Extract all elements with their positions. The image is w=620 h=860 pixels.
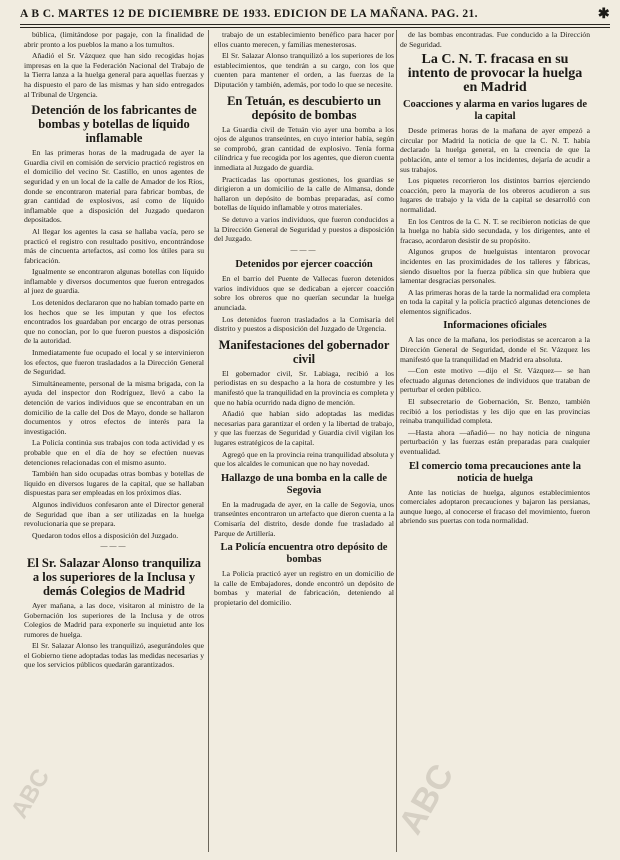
separator-ornament: ——— bbox=[290, 245, 318, 254]
column-divider bbox=[208, 30, 209, 852]
header-rule-double bbox=[20, 27, 610, 28]
headline-commerce-precautions: El comercio toma precauciones ante la noticia de huelga bbox=[409, 460, 581, 484]
paragraph: La Policía practicó ayer un registro en un domicilio de la calle de Embajadores, donde encontró un depósito de bombas y material de fabricación, deteniendo al propietario del domicilio. bbox=[214, 569, 394, 607]
paragraph: Se detuvo a varios individuos, que fueron conducidos a la Dirección General de Seguridad y puestos a disposición del Juzgado. bbox=[214, 214, 394, 244]
paragraph: Algunos individuos confesaron ante el Director general de Seguridad que iban a ser utilizadas en la huelga revolucionaria que se prepara. bbox=[24, 499, 204, 529]
paragraph: La Policía continúa sus trabajos con toda actividad y es probable que en el día de hoy se efectúen nuevas detenciones relacionadas con el mismo asunto. bbox=[24, 438, 204, 467]
abc-watermark: ABC bbox=[5, 764, 56, 824]
headline-coercion-arrests: Detenidos por ejercer coacción bbox=[235, 259, 373, 271]
paragraph: Añadió el Sr. Vázquez que han sido recogidas hojas impresas en la que la Federación Nacional del Trabajo de la Tierra lanza a la huelga general para aquellas fuerzas y ha dispuesto el paro de las mismas y han sido entregados al Tribunal de Urgencia. bbox=[24, 51, 204, 99]
paragraph: Simultáneamente, personal de la misma brigada, con la ayuda del inspector don Rodríguez, llevó a cabo la detención de varios individuos que se encontraban en un domicilio de la calle del Dos de Mayo, donde se hallaron documentos y otros efectos de interés para la investigación. bbox=[24, 378, 204, 436]
column-1 bbox=[24, 30, 204, 852]
paragraph: Quedaron todos ellos a disposición del Juzgado. bbox=[32, 530, 179, 540]
headline-bombs-detention: Detención de los fabricantes de bombas y botellas de líquido inflamable bbox=[31, 103, 197, 146]
header-text: A B C. MARTES 12 DE DICIEMBRE DE 1933. EDICION DE LA MAÑANA. PAG. 21. bbox=[20, 8, 478, 20]
abc-watermark: ABC bbox=[391, 757, 462, 841]
paragraph: El gobernador civil, Sr. Labiaga, recibió a los periodistas en su despacho a la hora de costumbre y les manifestó que la tranquilidad en la provincia es completa y que no había ocurrido nada digno de mención. bbox=[214, 368, 394, 407]
paragraph: A las once de la mañana, los periodistas se acercaron a la Dirección General de Seguridad, donde el Sr. Vázquez les manifestó que la tranquilidad en Madrid era absoluta. bbox=[400, 335, 590, 364]
paragraph: Igualmente se encontraron algunas botellas con líquido inflamable y diversos documentos que fueron entregados al juez de guardia. bbox=[24, 267, 204, 296]
paragraph: El Sr. Salazar Alonso les tranquilizó, asegurándoles que el Gobierno tiene adoptadas todas las medidas necesarias y que los servicios públicos quedarán garantizados. bbox=[24, 641, 204, 670]
headline-governor-statements: Manifestaciones del gobernador civil bbox=[218, 337, 390, 366]
paragraph: Algunos grupos de huelguistas intentaron provocar incidentes en las proximidades de los talleres y fábricas, siendo disueltos por la fuerza pública sin que hubiera que lamentar desgracias personales. bbox=[400, 247, 590, 286]
headline-police-depot: La Policía encuentra otro depósito de bombas bbox=[220, 542, 388, 566]
headline-official-info: Informaciones oficiales bbox=[443, 320, 547, 332]
paragraph: Los detenidos fueron trasladados a la Comisaría del distrito y puestos a disposición del Juzgado de Urgencia. bbox=[214, 314, 394, 334]
headline-tetuan-depot: En Tetuán, es descubierto un depósito de bombas bbox=[227, 93, 381, 122]
paragraph: trabajo de un establecimiento benéfico para hacer por ellos cuanto merecen, y familias menesterosas. bbox=[214, 30, 394, 49]
paragraph: El subsecretario de Gobernación, Sr. Benzo, también recibió a los periodistas y les dijo que en las provincias reinaba tranquilidad completa. bbox=[400, 397, 590, 426]
paragraph: En el barrio del Puente de Vallecas fueron detenidos varios individuos que se dedicaban a ejercer coacción sobre los obreros que no querían secundar la huelga anunciada. bbox=[214, 274, 394, 313]
column-divider bbox=[396, 30, 397, 852]
page-header bbox=[20, 4, 610, 24]
paragraph: de las bombas encontradas. Fue conducido a la Dirección de Seguridad. bbox=[400, 30, 590, 49]
paragraph: bública, (limitándose por pagaje, con la finalidad de abrir pronto a los pueblos la mano a los tumultos. bbox=[24, 30, 204, 49]
paragraph: —Hasta ahora —añadió— no hay noticia de ninguna perturbación y las fuerzas están preparadas para cualquier eventualidad. bbox=[400, 427, 590, 456]
paragraph: También han sido ocupadas otras bombas y botellas de líquido en diversos lugares de la capital, que se hallaban dispuestas para ser empleadas en los próximos días. bbox=[24, 469, 204, 498]
paragraph: Desde primeras horas de la mañana de ayer empezó a circular por Madrid la noticia de que la C. N. T. había declarado la huelga general, en la creencia de que la población, ante el temor a los incidentes, dejaría de acudir a sus trabajos. bbox=[400, 126, 590, 174]
paragraph: A las primeras horas de la tarde la normalidad era completa en toda la capital y la policía practicó algunas detenciones de elementos significados. bbox=[400, 287, 590, 316]
headline-segovia-bomb: Hallazgo de una bomba en la calle de Segovia bbox=[221, 472, 387, 496]
paragraph: En los Centros de la C. N. T. se recibieron noticias de que la huelga no había sido secundada, y los dirigentes, ante el fracaso, acordaron desistir de su propósito. bbox=[400, 216, 590, 245]
paragraph: En la madrugada de ayer, en la calle de Segovia, unos transeúntes encontraron un artefacto que dieron cuenta a la Comisaría del distrito, desde donde fue trasladado al Parque de Artillería. bbox=[214, 499, 394, 538]
subheadline-coercion-alarm: Coacciones y alarma en varios lugares de la capital bbox=[402, 99, 588, 123]
paragraph: En las primeras horas de la madrugada de ayer la Guardia civil en comisión de servicio practicó registros en el domicilio del vecino Sr. Castillo, en unos agentes de seguridad y en un local de la calle de Amador de los Ríos, donde se encontraron material para fabricar bombas, de gran cantidad de explosivos, así como de líquido inflamable que a disposición del Juzgado quedaron depositados. bbox=[24, 148, 204, 225]
column-3 bbox=[400, 30, 590, 852]
paragraph: Agregó que en la provincia reina tranquilidad absoluta y que los alcaldes le comunican que no hay novedad. bbox=[214, 449, 394, 469]
paragraph: Practicadas las oportunas gestiones, los guardias se dirigieron a un domicilio de la calle de Almansa, donde hallaron un depósito de bombas preparadas, así como botellas de líquido inflamable y otros materiales. bbox=[214, 174, 394, 213]
paragraph: —Con este motivo —dijo el Sr. Vázquez— se han efectuado algunas detenciones de individuos que trataban de perturbar el orden público. bbox=[400, 366, 590, 395]
asterisk-icon: ✱ bbox=[597, 6, 610, 22]
paragraph: Ante las noticias de huelga, algunos establecimientos comerciales adoptaron precauciones y bajaron las persianas, aunque luego, al conocerse el fracaso del movimiento, fueron abriendo sus puertas con toda normalidad. bbox=[400, 487, 590, 526]
paragraph: Inmediatamente fue ocupado el local y se intervinieron los efectos, que fueron trasladados a la Dirección General de Seguridad. bbox=[24, 348, 204, 377]
paragraph: Ayer mañana, a las doce, visitaron al ministro de la Gobernación los superiores de la Inclusa y de otros Colegios de Madrid para exponerle su inquietud ante los rumores de huelga. bbox=[24, 600, 204, 639]
headline-salazar-alonso: El Sr. Salazar Alonso tranquiliza a los superiores de la Inclusa y demás Colegios de Madrid bbox=[27, 555, 201, 598]
paragraph: La Guardia civil de Tetuán vio ayer una bomba a los ojos de algunos transeúntes, en cuyo interior había, según se comprobó, gran cantidad de explosivo. Tenía forma cilíndrica y fue recogida por los agentes, que dieron cuenta inmediata al Juzgado de guardia. bbox=[214, 124, 394, 172]
column-2 bbox=[214, 30, 394, 852]
separator-ornament: ——— bbox=[100, 542, 128, 551]
headline-cnt-strike: La C. N. T. fracasa en su intento de provocar la huelga en Madrid bbox=[407, 52, 583, 96]
paragraph: Los detenidos declararon que no habían tomado parte en los hechos que se les imputan y que los efectos encontrados los guardaban por encargo de otras personas que no conocían, por lo que fueron puestos a disposición de la autoridad. bbox=[24, 298, 204, 346]
paragraph: El Sr. Salazar Alonso tranquilizó a los superiores de los establecimientos, que tendrán a su cargo, con los que cuenten para mantener el orden, a las fuerzas de la Diputación y también, además, por todo lo que se necesite. bbox=[214, 51, 394, 89]
paragraph: Al llegar los agentes la casa se hallaba vacía, pero se practicó el registro con resultado positivo, encontrándose más de cincuenta artefactos, así como los útiles para su fabricación. bbox=[24, 226, 204, 265]
paragraph: Añadió que habían sido adoptadas las medidas necesarias para garantizar el orden y la libertad de trabajo, y que las fuerzas de Seguridad y Guardia civil vigilan los lugares estratégicos de la capital. bbox=[214, 409, 394, 447]
header-rule bbox=[20, 24, 610, 25]
paragraph: Los piquetes recorrieron los distintos barrios ejerciendo coacción, pero la mayoría de los obreros acudieron a sus lugares de trabajo y la vida de la capital se desarrolló con normalidad. bbox=[400, 176, 590, 214]
